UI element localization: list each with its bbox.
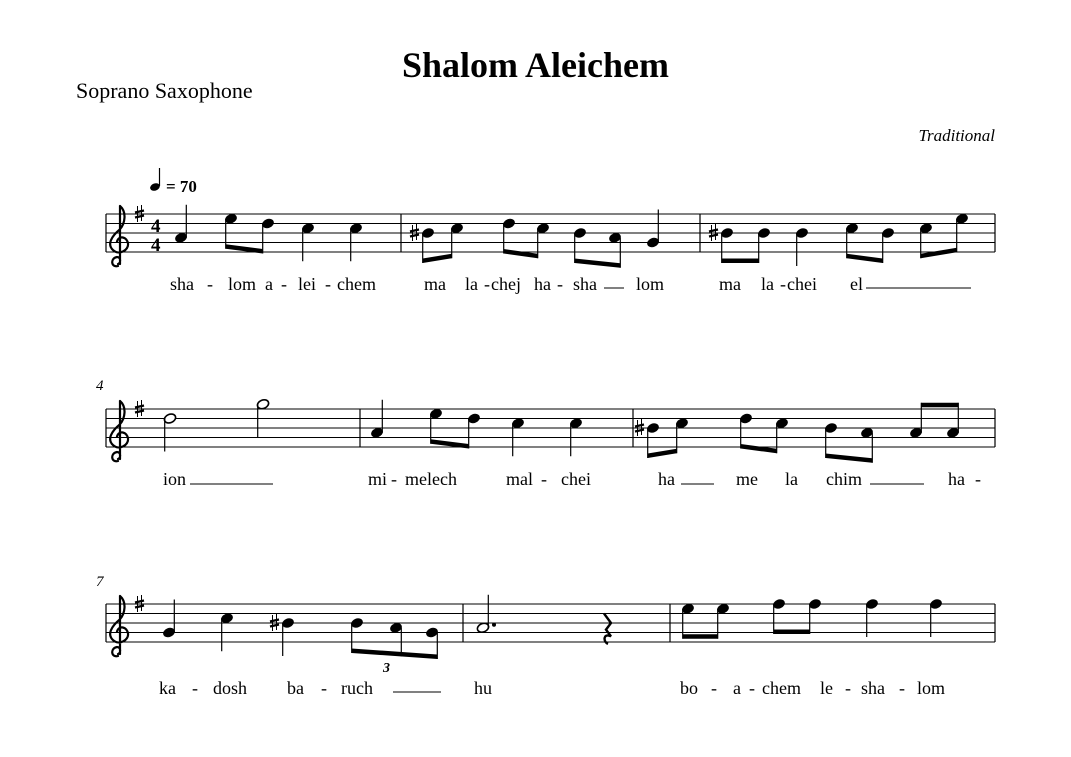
lyric-syllable: ba [287,678,304,698]
lyric-hyphen: - [207,274,213,294]
lyric-syllable: mal [506,469,533,489]
tempo-text: = 70 [166,177,197,196]
note [865,598,879,637]
lyric-hyphen: - [541,469,547,489]
note [256,398,270,437]
note [569,417,583,456]
lyric-syllable: la [761,274,774,294]
lyric-syllable: ha [534,274,551,294]
lyric-hyphen: - [325,274,331,294]
lyric-syllable: el [850,274,863,294]
beam [741,444,777,453]
lyrics-line-2 [163,469,981,489]
lyric-syllable: sha [573,274,597,294]
lyric-hyphen: - [749,678,755,698]
note [220,612,234,651]
lyric-syllable: dosh [213,678,248,698]
lyric-syllable: le [820,678,833,698]
lyric-syllable: a [733,678,741,698]
lyric-hyphen: - [391,469,397,489]
lyrics-line-3 [159,678,945,698]
svg-text:4: 4 [151,235,161,256]
lyric-hyphen: - [281,274,287,294]
dot [492,623,496,627]
lyric-hyphen: - [845,678,851,698]
lyric-syllable: la [785,469,798,489]
note [929,598,943,637]
lyric-hyphen: - [780,274,786,294]
note [301,222,315,261]
instrument-name: Soprano Saxophone [76,78,253,103]
tempo-marking [149,168,197,196]
lyric-syllable: ion [163,469,187,489]
beam [575,259,621,268]
lyric-hyphen: - [484,274,490,294]
lyric-hyphen: - [321,678,327,698]
note [270,614,295,656]
beam [683,634,718,639]
lyric-hyphen: - [975,469,981,489]
note [163,412,177,451]
beam [921,403,958,408]
lyric-syllable: hu [474,678,492,698]
lyric-syllable: ha [658,469,675,489]
lyric-syllable: lom [917,678,946,698]
beam [774,630,810,635]
lyric-syllable: lom [228,274,257,294]
lyric-syllable: chim [826,469,862,489]
note [795,227,809,266]
lyric-syllable: lei [298,274,316,294]
beam [722,259,759,264]
beam [648,449,677,458]
beam [352,649,438,660]
lyric-syllable: sha [861,678,885,698]
lyric-syllable: mi [368,469,388,489]
quarter-rest-icon [604,614,611,644]
measure-number: 7 [96,574,104,590]
lyric-hyphen: - [711,678,717,698]
triplet-number: 3 [383,661,390,676]
beam [921,248,957,259]
note [349,222,363,261]
lyric-hyphen: - [557,274,563,294]
lyric-syllable: ka [159,678,176,698]
score-title: Shalom Aleichem [402,45,669,85]
lyric-syllable: me [736,469,758,489]
lyric-syllable: chem [762,678,801,698]
beam [826,454,873,463]
lyric-syllable: chem [337,274,376,294]
note [174,205,188,244]
lyric-syllable: lom [636,274,665,294]
beam [504,249,538,258]
lyric-syllable: ma [424,274,446,294]
lyric-syllable: melech [405,469,457,489]
lyric-syllable: la [465,274,478,294]
lyric-hyphen: - [899,678,905,698]
lyric-hyphen: - [192,678,198,698]
svg-text:4: 4 [151,216,161,237]
note [476,595,496,634]
lyric-syllable: sha [170,274,194,294]
lyric-syllable: bo [680,678,698,698]
treble-clef-icon [110,401,128,461]
lyrics-line-1 [170,274,971,294]
note [646,210,660,249]
lyric-syllable: ha [948,469,965,489]
treble-clef-icon [110,206,128,266]
beam [847,254,883,263]
time-signature [151,216,161,256]
lyric-syllable: a [265,274,273,294]
measure-number: 4 [96,378,104,394]
treble-clef-icon [110,596,128,656]
note [162,600,176,639]
lyric-syllable: chej [491,274,521,294]
note [511,417,525,456]
lyric-syllable: chei [787,274,817,294]
note [370,400,384,439]
lyric-syllable: ruch [341,678,373,698]
lyric-syllable: ma [719,274,741,294]
beam [423,254,452,263]
lyric-syllable: chei [561,469,591,489]
composer-name: Traditional [918,126,995,145]
